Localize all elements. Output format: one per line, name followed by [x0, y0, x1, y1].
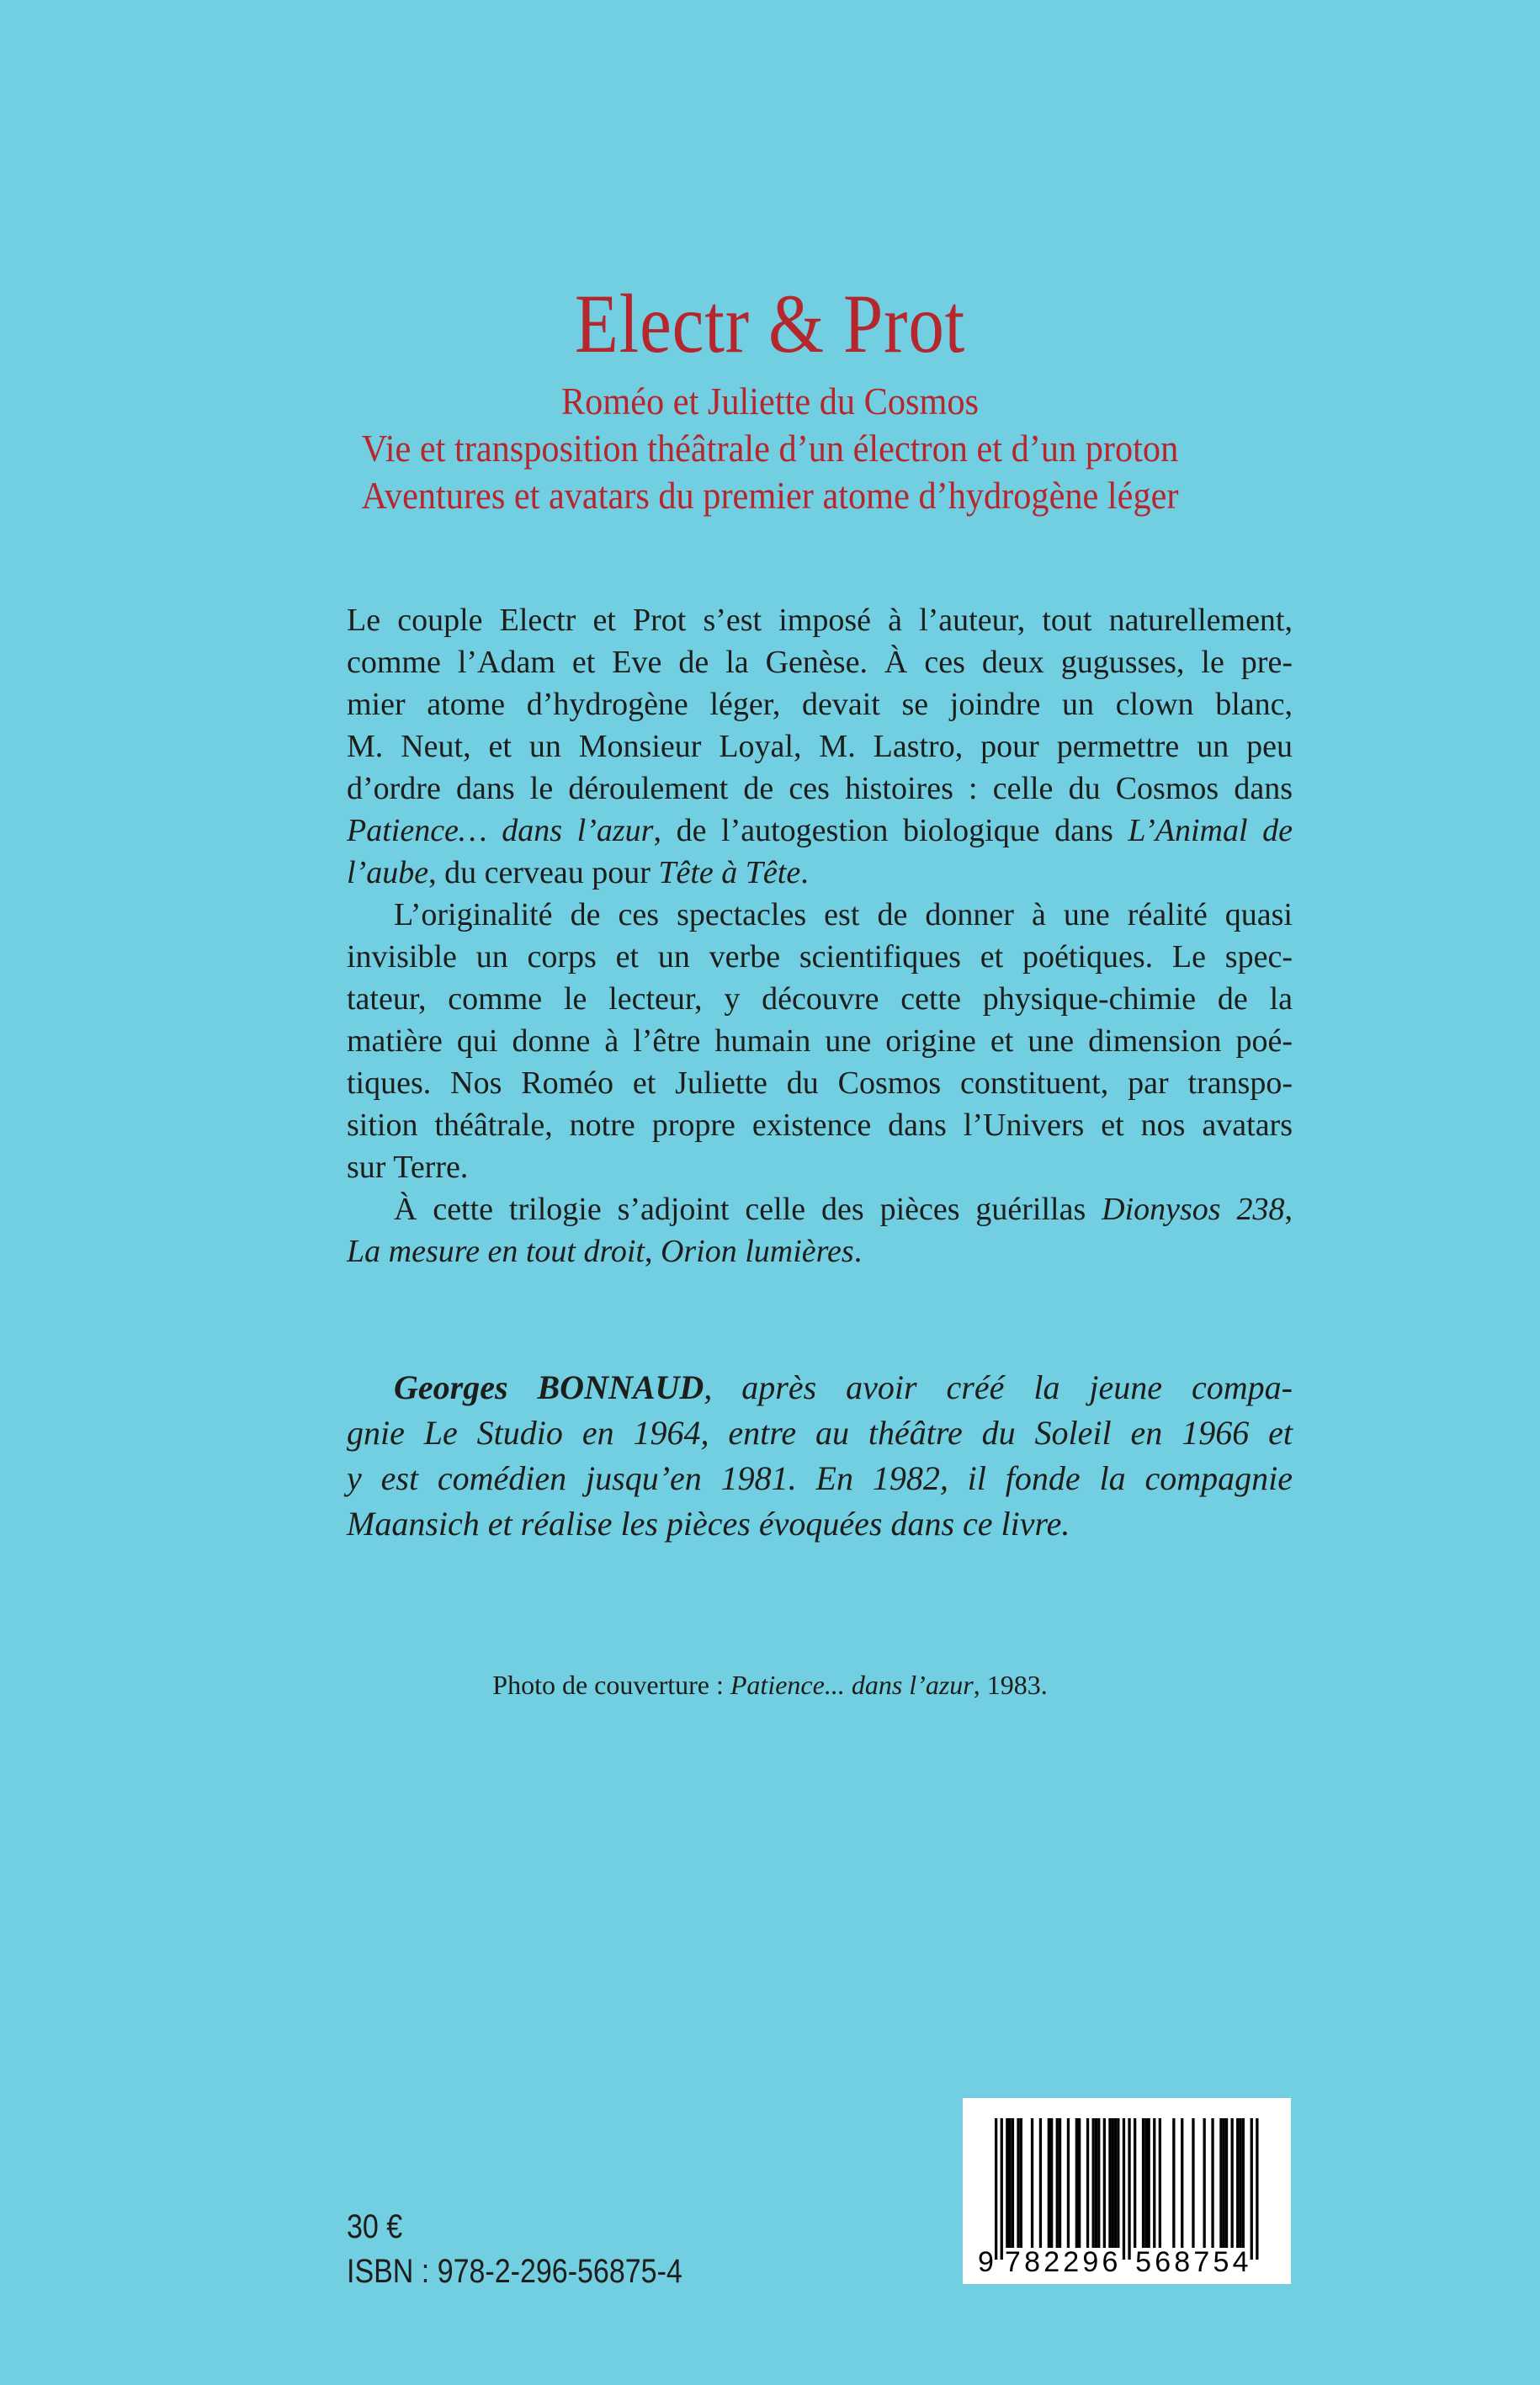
text-segment: mier atome d’hydrogène léger, devait se joindre un clown blanc, — [347, 687, 1293, 722]
text-segment: . — [800, 855, 809, 890]
credit-year: , 1983. — [973, 1670, 1048, 1700]
text-line — [347, 599, 1293, 641]
text-segment: , — [1284, 1192, 1293, 1227]
blurb-text — [347, 599, 1293, 1272]
text-line — [347, 936, 1293, 978]
text-segment: , — [644, 1234, 661, 1269]
barcode-bar — [1231, 2118, 1234, 2248]
text-line — [347, 1410, 1293, 1456]
text-line — [347, 1020, 1293, 1062]
barcode-bar — [1242, 2118, 1245, 2248]
barcode-bar — [1048, 2118, 1050, 2248]
barcode-bar — [1203, 2118, 1206, 2248]
text-segment: L’originalité de ces spectacles est de donner à une réalité quasi — [394, 897, 1293, 932]
barcode-digit: 6 — [1155, 2246, 1171, 2278]
barcode-bar — [1236, 2118, 1239, 2248]
barcode-bar — [1114, 2118, 1117, 2248]
barcode-digit: 7 — [1193, 2246, 1210, 2278]
text-line — [347, 1230, 1293, 1272]
text-line — [347, 1104, 1293, 1146]
subtitle-1: Roméo et Juliette du Cosmos — [560, 380, 980, 422]
text-segment: Patience… dans l’azur — [347, 813, 654, 848]
credit-work: Patience... dans l’azur — [730, 1670, 974, 1700]
barcode-digit: 5 — [1213, 2246, 1229, 2278]
text-segment: Georges BONNAUD — [394, 1368, 704, 1406]
book-title: Electr & Prot — [574, 277, 966, 370]
barcode-bar — [1067, 2118, 1070, 2248]
text-segment: tiques. Nos Roméo et Juliette du Cosmos constituent, par transpo- — [347, 1065, 1293, 1101]
text-segment: Le couple Electr et Prot s’est imposé à l’auteur, tout naturellement, — [347, 603, 1293, 638]
text-segment: , après avoir créé la jeune compa- — [704, 1368, 1293, 1406]
barcode-bar — [1223, 2118, 1225, 2248]
barcode-bar — [1020, 2118, 1022, 2248]
barcode-bar — [1095, 2118, 1097, 2248]
barcode-digit: 9 — [978, 2246, 994, 2278]
barcode-bar — [1050, 2118, 1053, 2248]
barcode-bar — [1172, 2118, 1175, 2248]
text-line — [347, 641, 1293, 683]
author-bio — [347, 1365, 1293, 1547]
text-line — [347, 1062, 1293, 1104]
barcode-digit: 2 — [1043, 2246, 1060, 2278]
barcode-bar — [1128, 2118, 1130, 2260]
text-line — [347, 1501, 1293, 1547]
text-segment: Tête à Tête — [658, 855, 801, 890]
text-segment: M. Neut, et un Monsieur Loyal, M. Lastro, pour permettre un peu — [347, 729, 1293, 764]
barcode-bar — [1092, 2118, 1095, 2248]
text-segment: l’aube — [347, 855, 429, 890]
barcode-digit: 8 — [1174, 2246, 1191, 2278]
barcode-bar — [1134, 2118, 1136, 2248]
subtitle-2: Vie et transposition théâtrale d’un électron et d’un proton — [361, 427, 1179, 470]
barcode-digit: 2 — [1063, 2246, 1080, 2278]
barcode-digit: 8 — [1024, 2246, 1041, 2278]
barcode-bar — [1108, 2118, 1111, 2248]
text-line — [347, 768, 1293, 810]
text-segment: . — [853, 1234, 863, 1269]
barcode-bar — [1225, 2118, 1228, 2248]
text-line — [347, 978, 1293, 1020]
text-line — [347, 683, 1293, 725]
barcode-bar — [1117, 2118, 1119, 2248]
text-line — [347, 1146, 1293, 1188]
barcode-bar — [1181, 2118, 1183, 2248]
text-segment: gnie Le Studio en 1964, entre au théâtre du Soleil en 1966 et — [347, 1414, 1293, 1452]
subtitle-3: Aventures et avatars du premier atome d’hydrogène léger — [361, 474, 1179, 517]
text-segment: Dionysos 238 — [1102, 1192, 1285, 1227]
text-segment: tateur, comme le lecteur, y découvre cette physique-chimie de la — [347, 981, 1293, 1017]
text-segment: , du cerveau pour — [428, 855, 659, 890]
barcode-bar — [1153, 2118, 1155, 2248]
text-segment: L’Animal de — [1128, 813, 1293, 848]
barcode-bar — [1078, 2118, 1081, 2248]
barcode-bar — [1219, 2118, 1222, 2248]
barcode-digit: 4 — [1232, 2246, 1249, 2278]
text-line — [347, 810, 1293, 852]
photo-credit — [0, 1666, 1540, 1703]
barcode-graphic — [963, 2098, 1291, 2284]
barcode-bar — [1251, 2118, 1253, 2260]
barcode-bar — [1059, 2118, 1061, 2248]
barcode-bar — [1039, 2118, 1042, 2248]
barcode-bar — [1239, 2118, 1241, 2248]
text-segment: sition théâtrale, notre propre existence dans l’Univers et nos avatars — [347, 1108, 1293, 1143]
text-line — [347, 894, 1293, 936]
text-line — [347, 1188, 1293, 1230]
barcode-bar — [1075, 2118, 1078, 2248]
barcode-bar — [995, 2118, 997, 2260]
text-segment: Orion lumières — [660, 1234, 854, 1269]
price: 30 € — [347, 2208, 403, 2245]
credit-label: Photo de couverture : — [492, 1670, 730, 1700]
barcode-digit: 9 — [1082, 2246, 1099, 2278]
barcode-digit: 7 — [1004, 2246, 1021, 2278]
text-segment: , de l’autogestion biologique dans — [653, 813, 1128, 848]
text-segment: y est comédien jusqu’en 1981. En 1982, il fonde la compagnie — [347, 1459, 1293, 1497]
barcode-bar — [1112, 2118, 1114, 2248]
barcode-bar — [1031, 2118, 1033, 2248]
barcode-bar — [1001, 2118, 1003, 2260]
text-segment: Maansich et réalise les pièces évoquées dans ce livre. — [347, 1505, 1070, 1543]
barcode-bar — [1148, 2118, 1150, 2248]
text-line — [347, 852, 1293, 894]
barcode-bar — [1192, 2118, 1194, 2248]
barcode-bar — [1086, 2118, 1089, 2248]
barcode-bar — [1012, 2118, 1014, 2248]
barcode-digit: 6 — [1102, 2246, 1118, 2278]
barcode-bar — [1097, 2118, 1100, 2248]
text-line — [347, 1365, 1293, 1410]
text-segment: La mesure en tout droit — [347, 1234, 645, 1269]
barcode-bar — [1256, 2118, 1258, 2260]
barcode-bar — [1017, 2118, 1019, 2248]
barcode-bar — [1211, 2118, 1213, 2248]
text-segment: sur Terre. — [347, 1150, 469, 1185]
text-segment: À cette trilogie s’adjoint celle des pièces guérillas — [394, 1192, 1102, 1227]
barcode-bar — [1144, 2118, 1147, 2248]
barcode-bar — [1103, 2118, 1106, 2248]
barcode-bar — [1009, 2118, 1012, 2248]
isbn: ISBN : 978-2-296-56875-4 — [347, 2253, 682, 2290]
barcode-bar — [1006, 2118, 1008, 2248]
text-segment: comme l’Adam et Eve de la Genèse. À ces deux gugusses, le pre- — [347, 645, 1293, 680]
text-segment: invisible un corps et un verbe scientifiques et poétiques. Le spec- — [347, 939, 1293, 975]
text-segment: matière qui donne à l’être humain une origine et une dimension poé- — [347, 1023, 1293, 1059]
barcode — [963, 2098, 1291, 2284]
barcode-bar — [1056, 2118, 1059, 2248]
text-line — [347, 1456, 1293, 1501]
text-line — [347, 725, 1293, 768]
barcode-bar — [1123, 2118, 1125, 2260]
text-segment: d’ordre dans le déroulement de ces histoires : celle du Cosmos dans — [347, 771, 1293, 806]
barcode-digit: 5 — [1135, 2246, 1152, 2278]
barcode-bar — [1142, 2118, 1144, 2248]
barcode-bar — [1159, 2118, 1161, 2248]
